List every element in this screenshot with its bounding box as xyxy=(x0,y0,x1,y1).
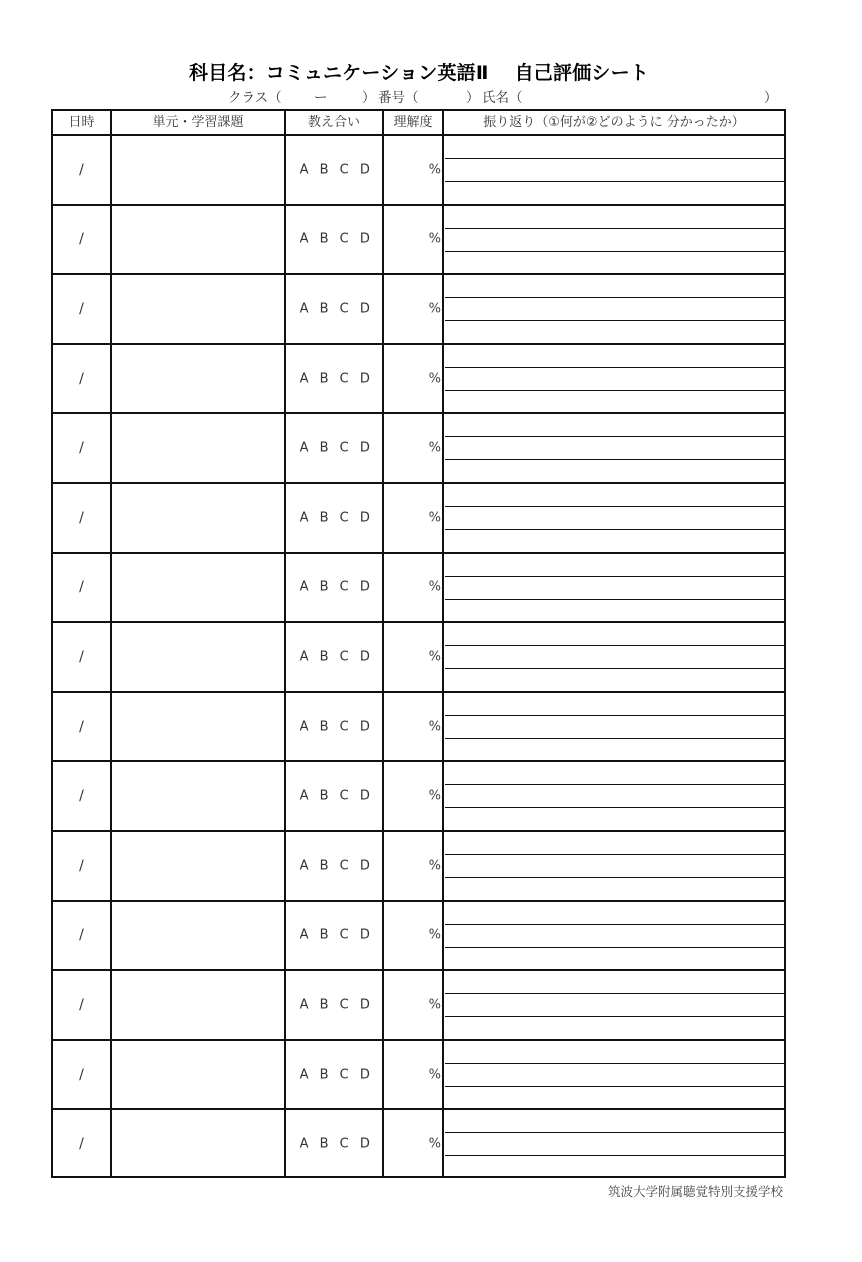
writing-line xyxy=(445,181,784,182)
entry-row xyxy=(53,274,784,344)
writing-line xyxy=(445,924,784,925)
reflection-cell[interactable] xyxy=(445,970,784,1040)
topic-cell[interactable] xyxy=(112,1109,285,1179)
student-info-line xyxy=(228,86,776,106)
rating-options[interactable]: A B C D xyxy=(299,997,371,1013)
topic-cell[interactable] xyxy=(112,970,285,1040)
understanding-percent[interactable]: % xyxy=(428,301,441,317)
reflection-cell[interactable] xyxy=(445,1109,784,1179)
entry-row xyxy=(53,1040,784,1110)
date-cell[interactable]: / xyxy=(79,579,84,596)
reflection-cell[interactable] xyxy=(445,413,784,483)
school-name: 筑波大学附属聴覚特別支援学校 xyxy=(607,1184,783,1199)
topic-cell[interactable] xyxy=(112,274,285,344)
reflection-cell[interactable] xyxy=(445,622,784,692)
writing-line xyxy=(445,1132,784,1133)
rating-options[interactable]: A B C D xyxy=(299,858,371,874)
header-date: 日時 xyxy=(68,115,95,130)
date-cell[interactable]: / xyxy=(79,231,84,248)
topic-cell[interactable] xyxy=(112,761,285,831)
understanding-percent[interactable]: % xyxy=(428,510,441,526)
reflection-cell[interactable] xyxy=(445,344,784,414)
writing-line xyxy=(445,506,784,507)
topic-cell[interactable] xyxy=(112,553,285,623)
writing-line xyxy=(445,1063,784,1064)
entry-row xyxy=(53,1109,784,1179)
writing-line xyxy=(445,228,784,229)
writing-line xyxy=(445,993,784,994)
topic-cell[interactable] xyxy=(112,344,285,414)
sheet-title: 科目名：コミュニケーション英語Ⅱ 自己評価シート xyxy=(189,62,649,84)
writing-line xyxy=(445,1086,784,1087)
header-rating: 教え合い xyxy=(307,115,360,130)
reflection-cell[interactable] xyxy=(445,483,784,553)
understanding-percent[interactable]: % xyxy=(428,649,441,665)
writing-line xyxy=(445,529,784,530)
date-cell[interactable]: / xyxy=(79,509,84,526)
name-label: 氏名（ xyxy=(482,90,523,106)
writing-line xyxy=(445,320,784,321)
number-label: 番号（ xyxy=(378,90,419,106)
reflection-cell[interactable] xyxy=(445,761,784,831)
reflection-cell[interactable] xyxy=(445,831,784,901)
writing-line xyxy=(445,599,784,600)
writing-line xyxy=(445,854,784,855)
understanding-percent[interactable]: % xyxy=(428,440,441,456)
name-close: ） xyxy=(764,90,778,106)
writing-line xyxy=(445,784,784,785)
understanding-percent[interactable]: % xyxy=(428,371,441,387)
reflection-cell[interactable] xyxy=(445,901,784,971)
entry-row xyxy=(53,622,784,692)
understanding-percent[interactable]: % xyxy=(428,579,441,595)
topic-cell[interactable] xyxy=(112,901,285,971)
entry-row xyxy=(53,761,784,831)
writing-line xyxy=(445,297,784,298)
rating-options[interactable]: A B C D xyxy=(299,440,371,456)
header-reflection: 振り返り（①何が②どのように 分かったか） xyxy=(483,115,745,130)
class-label: クラス（ xyxy=(228,90,282,106)
evaluation-table xyxy=(51,109,786,1178)
writing-line xyxy=(445,576,784,577)
topic-cell[interactable] xyxy=(112,483,285,553)
number-close: ） xyxy=(466,90,480,106)
header-understanding: 理解度 xyxy=(393,115,433,130)
understanding-percent[interactable]: % xyxy=(428,719,441,735)
writing-line xyxy=(445,367,784,368)
writing-line xyxy=(445,1155,784,1156)
entry-row xyxy=(53,135,784,205)
reflection-cell[interactable] xyxy=(445,274,784,344)
topic-cell[interactable] xyxy=(112,831,285,901)
understanding-percent[interactable]: % xyxy=(428,997,441,1013)
date-cell[interactable]: / xyxy=(79,300,84,317)
date-cell[interactable]: / xyxy=(79,440,84,457)
writing-line xyxy=(445,715,784,716)
reflection-cell[interactable] xyxy=(445,692,784,762)
rating-options[interactable]: A B C D xyxy=(299,788,371,804)
writing-line xyxy=(445,436,784,437)
understanding-percent[interactable]: % xyxy=(428,1136,441,1152)
topic-cell[interactable] xyxy=(112,1040,285,1110)
entry-row xyxy=(53,205,784,275)
writing-line xyxy=(445,947,784,948)
date-cell[interactable]: / xyxy=(79,370,84,387)
rating-options[interactable]: A B C D xyxy=(299,1136,371,1152)
writing-line xyxy=(445,251,784,252)
header-topic: 単元・学習課題 xyxy=(152,115,244,130)
rating-options[interactable]: A B C D xyxy=(299,579,371,595)
class-close: ） xyxy=(362,90,376,106)
writing-line xyxy=(445,807,784,808)
writing-line xyxy=(445,459,784,460)
date-cell[interactable]: / xyxy=(79,1066,84,1083)
writing-line xyxy=(445,645,784,646)
topic-cell[interactable] xyxy=(112,413,285,483)
writing-line xyxy=(445,668,784,669)
reflection-cell[interactable] xyxy=(445,205,784,275)
entry-row xyxy=(53,901,784,971)
entry-row xyxy=(53,483,784,553)
entry-row xyxy=(53,831,784,901)
rating-options[interactable]: A B C D xyxy=(299,719,371,735)
date-cell[interactable]: / xyxy=(79,161,84,178)
rating-options[interactable]: A B C D xyxy=(299,371,371,387)
understanding-percent[interactable]: % xyxy=(428,858,441,874)
understanding-percent[interactable]: % xyxy=(428,788,441,804)
date-cell[interactable]: / xyxy=(79,648,84,665)
rating-options[interactable]: A B C D xyxy=(299,231,371,247)
entry-row xyxy=(53,344,784,414)
understanding-percent[interactable]: % xyxy=(428,231,441,247)
entry-row xyxy=(53,692,784,762)
rating-options[interactable]: A B C D xyxy=(299,1067,371,1083)
rating-options[interactable]: A B C D xyxy=(299,510,371,526)
date-cell[interactable]: / xyxy=(79,857,84,874)
writing-line xyxy=(445,158,784,159)
rating-options[interactable]: A B C D xyxy=(299,927,371,943)
topic-cell[interactable] xyxy=(112,622,285,692)
rating-options[interactable]: A B C D xyxy=(299,649,371,665)
understanding-percent[interactable]: % xyxy=(428,1067,441,1083)
entry-row xyxy=(53,553,784,623)
writing-line xyxy=(445,877,784,878)
class-dash: ー xyxy=(314,90,328,106)
topic-cell[interactable] xyxy=(112,692,285,762)
reflection-cell[interactable] xyxy=(445,1040,784,1110)
understanding-percent[interactable]: % xyxy=(428,927,441,943)
reflection-cell[interactable] xyxy=(445,135,784,205)
understanding-percent[interactable]: % xyxy=(428,162,441,178)
date-cell[interactable]: / xyxy=(79,1136,84,1153)
date-cell[interactable]: / xyxy=(79,718,84,735)
entry-row xyxy=(53,413,784,483)
reflection-cell[interactable] xyxy=(445,553,784,623)
date-cell[interactable]: / xyxy=(79,788,84,805)
date-cell[interactable]: / xyxy=(79,996,84,1013)
writing-line xyxy=(445,738,784,739)
writing-line xyxy=(445,1016,784,1017)
topic-cell[interactable] xyxy=(112,135,285,205)
date-cell[interactable]: / xyxy=(79,927,84,944)
rating-options[interactable]: A B C D xyxy=(299,301,371,317)
writing-line xyxy=(445,390,784,391)
entry-row xyxy=(53,970,784,1040)
topic-cell[interactable] xyxy=(112,205,285,275)
rating-options[interactable]: A B C D xyxy=(299,162,371,178)
